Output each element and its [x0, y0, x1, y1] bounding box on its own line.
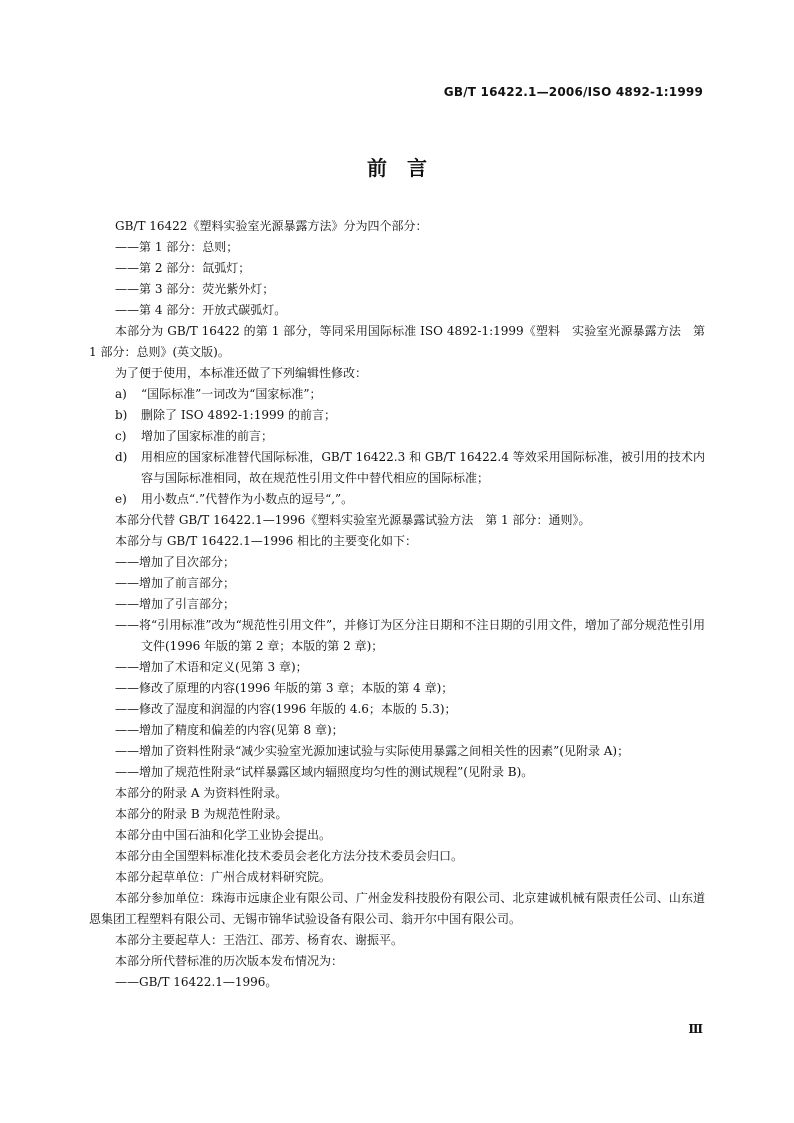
item-marker: a) [115, 387, 127, 401]
editorial-list [89, 384, 705, 510]
dash-marker: —— [115, 576, 139, 590]
dash-marker: —— [115, 282, 139, 296]
list-item: a) “国际标准”一词改为“国家标准”； [89, 384, 705, 405]
annex-b-note: 本部分的附录 B 为规范性附录。 [115, 807, 288, 821]
intro-paragraph: GB/T 16422《塑料实验室光源暴露方法》分为四个部分： [115, 219, 428, 233]
list-item: ——修改了原理的内容(1996 年版的第 3 章；本版的第 4 章)； [115, 681, 454, 695]
history-intro: 本部分所代替标准的历次版本发布情况为： [115, 954, 344, 968]
dash-marker: —— [115, 597, 139, 611]
list-item: ——增加了术语和定义(见第 3 章)； [115, 660, 308, 674]
annex-a-note: 本部分的附录 A 为资料性附录。 [115, 786, 288, 800]
dash-marker: —— [115, 723, 139, 737]
item-marker: b) [115, 408, 128, 422]
page-number: Ⅲ [688, 1022, 703, 1036]
page-title: 前 言 [367, 156, 427, 180]
dash-marker: —— [115, 618, 139, 632]
list-item: ——增加了目次部分； [115, 555, 236, 569]
dash-marker: —— [115, 744, 139, 758]
list-item: c) 增加了国家标准的前言； [89, 426, 705, 447]
list-item: ——增加了规范性附录“试样暴露区域内辐照度均匀性的测试规程”(见附录 B)。 [115, 765, 534, 779]
foreword-body [89, 216, 705, 993]
dash-marker: —— [115, 240, 139, 254]
list-item: ——GB/T 16422.1—1996。 [115, 975, 278, 989]
standard-identifier: GB/T 16422.1—2006/ISO 4892-1:1999 [443, 85, 703, 99]
history-list [89, 972, 705, 993]
equivalence-paragraph: 本部分为 GB/T 16422 的第 1 部分，等同采用国际标准 ISO 4892-1:1999《塑料 实验室光源暴露方法 第 1 部分：总则》(英文版)。 [89, 324, 705, 359]
list-item: ——增加了精度和偏差的内容(见第 8 章)； [115, 723, 344, 737]
list-item: e) 用小数点“.”代替作为小数点的逗号“,”。 [89, 489, 705, 510]
dash-marker: —— [115, 681, 139, 695]
item-marker: c) [115, 429, 127, 443]
dash-marker: —— [115, 555, 139, 569]
item-marker: e) [115, 492, 127, 506]
dash-marker: —— [115, 702, 139, 716]
dash-marker: —— [115, 975, 139, 989]
list-item: ——增加了资料性附录“减少实验室光源加速试验与实际使用暴露之间相关性的因素”(见附录 A)； [115, 744, 630, 758]
list-item: ——第 3 部分：荧光紫外灯； [115, 282, 275, 296]
list-item: ——第 1 部分：总则； [115, 240, 239, 254]
list-item: ——增加了前言部分； [115, 576, 236, 590]
dash-marker: —— [115, 303, 139, 317]
changes-intro: 本部分与 GB/T 16422.1—1996 相比的主要变化如下： [115, 534, 418, 548]
parts-list [89, 237, 705, 321]
drafters: 本部分主要起草人：王浩江、邵芳、杨育农、谢振平。 [115, 933, 404, 947]
list-item: ——修改了湿度和润湿的内容(1996 年版的 4.6；本版的 5.3)； [115, 702, 457, 716]
participating-units: 本部分参加单位：珠海市远康企业有限公司、广州金发科技股份有限公司、北京建诚机械有限责任公司、山东道恩集团工程塑料有限公司、无锡市锦华试验设备有限公司、翁开尔中国有限公司。 [89, 891, 705, 926]
list-item: d) 用相应的国家标准替代国际标准，GB/T 16422.3 和 GB/T 16422.4 等效采用国际标准，被引用的技术内容与国际标准相同，故在规范性引用文件中替代相应的国际标准； [89, 447, 705, 489]
list-item: ——第 4 部分：开放式碳弧灯。 [115, 303, 287, 317]
drafting-unit: 本部分起草单位：广州合成材料研究院。 [115, 870, 332, 884]
committee-note: 本部分由全国塑料标准化技术委员会老化方法分技术委员会归口。 [115, 849, 464, 863]
proposer-note: 本部分由中国石油和化学工业协会提出。 [115, 828, 332, 842]
dash-marker: —— [115, 660, 139, 674]
item-marker: d) [115, 450, 128, 464]
list-item: ——第 2 部分：氙弧灯； [115, 261, 251, 275]
dash-marker: —— [115, 261, 139, 275]
changes-list [89, 552, 705, 783]
list-item: ——将“引用标准”改为“规范性引用文件”，并修订为区分注日期和不注日期的引用文件，增加了部分规范性引用文件(1996 年版的第 2 章；本版的第 2 章)； [115, 618, 705, 653]
editorial-intro: 为了便于使用，本标准还做了下列编辑性修改： [115, 366, 368, 380]
replaces-paragraph: 本部分代替 GB/T 16422.1—1996《塑料实验室光源暴露试验方法 第 1 部分：通则》。 [115, 513, 591, 527]
list-item: b) 删除了 ISO 4892-1:1999 的前言； [89, 405, 705, 426]
dash-marker: —— [115, 765, 139, 779]
list-item: ——增加了引言部分； [115, 597, 236, 611]
